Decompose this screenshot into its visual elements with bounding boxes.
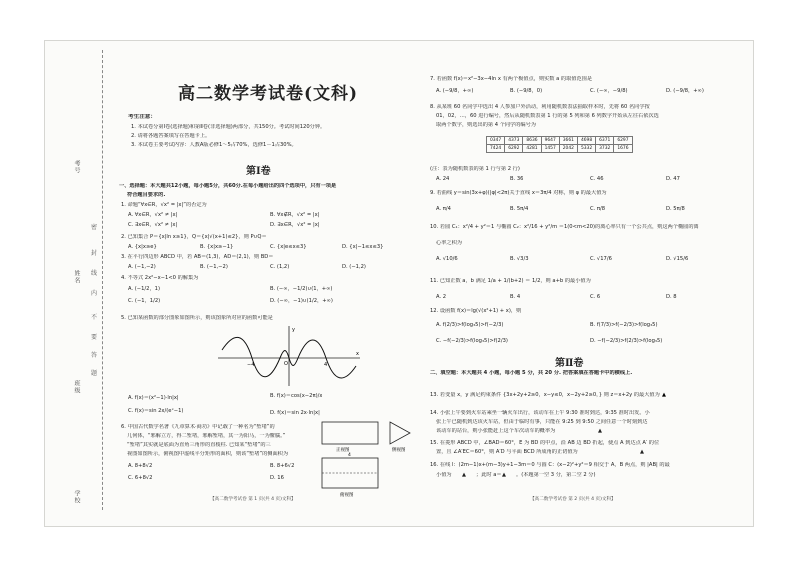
question-11: 11. 已知正数 a，b 满足 1/a + 1/(b+2) ＝ 1/2，则 a+b 的最小值为 [430, 278, 591, 284]
q4-option-b: B. (−∞，−1/2)∪(1，+∞) [270, 286, 333, 292]
table-cell: 2042 [559, 145, 577, 153]
table-cell: 6371 [596, 137, 614, 145]
footer-right: 【高二数学考试卷 第 2 页(共 4 页)文科】 [530, 497, 616, 502]
q5-option-b: B. f(x)＝cos(x−2π)/x [270, 393, 323, 399]
q5-option-c: C. f(x)＝sin 2x/(eˣ−1) [128, 408, 184, 414]
binding-label-xuexiao: 学校 [73, 490, 80, 504]
q11-option-a: A. 2 [436, 294, 447, 300]
binding-label-banji: 班级 [73, 380, 80, 394]
question-16-line: 16. 在线 l：(2m−1)x+(m−3)y+1−3m＝0 与圆 C：(x−2)²+y²＝9 相交于 A，B 两点，则 |AB| 的最 [430, 462, 670, 468]
q10-option-a: A. √10/6 [436, 256, 458, 262]
binding-label-xingming: 姓名 [73, 270, 80, 284]
question-8-line: 8. 从某班 60 名同学中选出 4 人参加户外活动，利用随机数表法抽取样本时，先将 60 名同学按 [430, 104, 650, 110]
q7-option-a: A. (−9/8，+∞) [436, 88, 474, 94]
question-2: 2. 已知集合 P＝{x|ln x≥1}，Q＝{x|√(x+1)≤2}，则 P∪Q＝ [121, 234, 267, 240]
q1-option-a: A. ∀x∈R，√x² ≠ |x| [128, 212, 178, 218]
notice-heading: 考生注意： [128, 114, 156, 120]
x-axis-label: x [356, 351, 359, 357]
question-14-line: 该动车的站台，则小张能赶上这个车次动车的概率为 [436, 428, 556, 434]
question-1: 1. 命题“∀x∈R，√x² = |x|”的否定为 [121, 202, 207, 208]
q2-option-b: B. {x|x≥−1} [200, 244, 234, 250]
tick-label-4: 4 [324, 362, 328, 368]
question-5: 5. 已知某函数的部分图象如图所示，则该图象所对应的函数可能是 [121, 315, 273, 321]
notice-item: 3. 本试卷主要考试内容：人教A版必修1～5占70%，选修1－1占30%。 [131, 142, 297, 148]
table-cell: 4698 [577, 137, 595, 145]
q6-option-a: A. 8+8√2 [128, 463, 153, 469]
table-cell: 4281 [523, 145, 541, 153]
table-cell: 4373 [505, 137, 523, 145]
seal-char: 要 [91, 334, 98, 341]
question-12: 12. 设函数 f(x)＝lg(√(x²+1) + x)，则 [430, 308, 522, 314]
q4-option-a: A. (−1/2，1) [128, 286, 160, 292]
seal-char: 不 [91, 314, 98, 321]
notice-item: 1. 本试卷分第Ⅰ卷(选择题)和第Ⅱ卷(非选择题)两部分，共150分。考试时间120分钟。 [131, 124, 326, 130]
question-16-line: ；此时 a＝ [476, 472, 502, 478]
origin-label: O [284, 361, 288, 367]
question-6-line: 视图如图所示，俯视图中虚线平分矩形的面积，则该“堑堵”的侧面积为 [127, 451, 289, 457]
side-view-label: 侧视图 [392, 448, 406, 453]
q1-option-b: B. ∀x∉R，√x² = |x| [270, 212, 320, 218]
q6-option-b: B. 8+6√2 [270, 463, 295, 469]
table-cell: 6297 [614, 137, 632, 145]
q9-option-c: C. π/8 [590, 206, 606, 212]
seal-char: 密 [91, 224, 98, 231]
tick-label-neg4: −4 [247, 362, 255, 368]
question-10-line: 10. 若圆 C₁：x²/4 + y²＝1 与椭圆 C₂：x²/16 + y²/m ＝1(0<m<20)的离心率只有一个公共点，则这两个椭圆的离 [430, 224, 699, 230]
q3-option-b: B. (−1,−2) [200, 264, 228, 270]
top-view-label: 俯视图 [340, 493, 354, 498]
question-10-line: 心率之积为 [436, 240, 462, 246]
q9-option-d: D. 5π/8 [666, 206, 685, 212]
front-view-label: 正视图 [336, 448, 350, 453]
q7-option-b: B. (−9/8，0) [510, 88, 543, 94]
q10-option-c: C. √17/6 [590, 256, 612, 262]
q5-option-a: A. f(x)＝(x²−1)·ln|x| [128, 395, 179, 401]
q6-option-c: C. 6+8√2 [128, 475, 153, 481]
question-16-line: 。(本题第一空 3 分，第二空 2 分) [516, 472, 596, 478]
question-6-line: 6. 中国古代数学名著《九章算术·商功》中记载了一种名为“堑堵”的 [121, 424, 275, 430]
q8-note: (注：表为随机数表的第 1 行与第 2 行) [430, 166, 520, 172]
table-cell: 7424 [487, 145, 505, 153]
question-9: 9. 若曲线 y＝sin(3x+φ)(|φ|<2π)关于直线 x＝3π/4 对称，则 φ 的最大值为 [430, 190, 607, 196]
q10-option-b: B. √3/3 [510, 256, 529, 262]
question-7: 7. 若函数 f(x)＝x²−3x−4ln x 有两个极值点，则实数 a 的取值范围是 [430, 76, 593, 82]
question-14-line: 14. 小张上午要到火车站乘坐一辆火车出行，该动车在上午 9:30 准时到达，9:35 准时出发。小 [430, 410, 650, 416]
q10-option-d: D. √15/6 [666, 256, 689, 262]
q7-option-d: D. (−9/8，+∞) [666, 88, 704, 94]
table-cell: 3661 [559, 137, 577, 145]
q9-option-b: B. 5π/4 [510, 206, 529, 212]
table-cell: 9647 [541, 137, 559, 145]
page-title: 高二数学考试卷(文科) [178, 84, 359, 104]
part1-intro-2: 符合题目要求的. [127, 192, 166, 198]
question-13: 13. 若变量 x，y 满足约束条件 {3x+2y+2≥0，x−y≤0，x−2y+2≥0，} 则 z＝x+2y 的最大值为 [430, 392, 660, 398]
table-cell: 1676 [614, 145, 632, 153]
q4-option-d: D. (−∞，−1)∪(1/2，+∞) [270, 298, 333, 304]
table-cell: 8636 [523, 137, 541, 145]
table-cell: 1457 [541, 145, 559, 153]
q2-option-c: C. {x|e≤x≤3} [270, 244, 307, 250]
question-16-line: 小值为 [436, 472, 452, 478]
question-14-line: 张上午已随机到达该火车站，但由于临时有事，只能在 9:25 到 9:50 之间任意一个时刻到达 [436, 419, 648, 425]
part1-label: 第Ⅰ卷 [246, 166, 271, 177]
q12-option-c: C. −f(−2/3)>f(log₃5)>f(2/3) [436, 338, 508, 344]
q5-option-d: D. f(x)＝sin 2x·ln|x| [270, 410, 320, 416]
q3-option-d: D. (−1,2) [342, 264, 366, 270]
q14-answer-blank[interactable]: ▲ [598, 428, 602, 434]
footer-left: 【高二数学考试卷 第 1 页(共 4 页)文科】 [210, 497, 296, 502]
q3-option-c: C. (1,2) [270, 264, 290, 270]
q13-answer-blank[interactable]: ▲ [662, 392, 666, 398]
q4-option-c: C. (−1，1/2) [128, 298, 161, 304]
table-cell: 5332 [577, 145, 595, 153]
question-6-line: 几何体，“邪解立方，得二堑堵，邪解堑堵，其一为阳马，一为鳖臑。” [127, 433, 286, 439]
table-cell: 6292 [505, 145, 523, 153]
q1-option-d: D. ∃x∈R，√x² = |x| [270, 222, 320, 228]
part1-intro: 一、选择题：本大题共12小题，每小题5分，共60分.在每小题给出的四个选项中，只有一项是 [119, 183, 337, 189]
q12-option-b: B. f(7/3)>f(−2/3)>f(log₃5) [590, 322, 658, 328]
q16-answer-blank-1[interactable]: ▲ [462, 472, 466, 478]
notice-item: 2. 请将各题答案填写在答题卡上。 [131, 133, 211, 139]
table-cell: 0347 [487, 137, 505, 145]
q1-option-c: C. ∃x∈R，√x² ≠ |x| [128, 222, 178, 228]
q12-option-a: A. f(2/3)>f(log₃5)>f(−2/3) [436, 322, 504, 328]
binding-label-kaohao: 考号 [73, 160, 80, 174]
question-8-line: 01，02，…，60 进行编号，然后从随机数表第 1 行的第 5 列和第 6 列数字开始从左往右依次选 [436, 113, 659, 119]
q2-option-a: A. {x|x≥e} [128, 244, 157, 250]
table-cell: 3732 [596, 145, 614, 153]
q8-option-b: B. 36 [510, 176, 524, 182]
seal-char: 内 [91, 290, 98, 297]
seal-char: 题 [91, 370, 98, 377]
q15-answer-blank[interactable]: ▲ [640, 449, 644, 455]
q12-option-d: D. −f(−2/3)>f(2/3)>f(log₃5) [590, 338, 663, 344]
seal-char: 线 [91, 270, 98, 277]
question-3: 3. 在平行四边形 ABCD 中，若 AB＝(1,3)，AD＝(2,1)，则 BD＝ [121, 254, 274, 260]
seal-char: 答 [91, 352, 98, 359]
q11-option-c: C. 6 [590, 294, 601, 300]
q16-answer-blank-2[interactable]: ▲ [502, 472, 506, 478]
q2-option-d: D. {x|−1≤x≤3} [342, 244, 384, 250]
q11-option-d: D. 8 [666, 294, 677, 300]
part2-intro: 二、填空题：本大题共 4 小题，每小题 5 分，共 20 分. 把答案填在答题卡中的横线上. [430, 370, 633, 376]
q11-option-b: B. 4 [510, 294, 521, 300]
q8-option-c: C. 46 [590, 176, 604, 182]
q9-option-a: A. π/4 [436, 206, 451, 212]
y-axis-label: y [292, 327, 295, 333]
q8-option-d: D. 47 [666, 176, 680, 182]
part2-label: 第Ⅱ卷 [555, 358, 584, 369]
dimension-label: 4 [348, 453, 351, 458]
seal-char: 封 [91, 250, 98, 257]
question-15-line: 15. 在菱形 ABCD 中，∠BAD＝60°，E 为 BD 的中点，沿 AB 边 BD 折起，使点 A 到达点 A′ 的位 [430, 440, 660, 446]
question-15-line: 置，且 ∠A′EC＝60°，则 A′D 与平面 BCD 所成角的正切值为 [436, 449, 578, 455]
question-8-line: 取两个数字，则选出的第 4 个同学的编号为 [436, 122, 536, 128]
q8-option-a: A. 24 [436, 176, 450, 182]
question-6-line: “堑堵”其实就是底面为直角三角形的直棱柱. 已知某“堑堵”的三 [127, 442, 271, 448]
question-4: 4. 不等式 2x²−x−1<0 的解集为 [121, 275, 199, 281]
q3-option-a: A. (−1,−2) [128, 264, 156, 270]
q7-option-c: C. (−∞，−9/8) [590, 88, 628, 94]
q6-option-d: D. 16 [270, 475, 284, 481]
